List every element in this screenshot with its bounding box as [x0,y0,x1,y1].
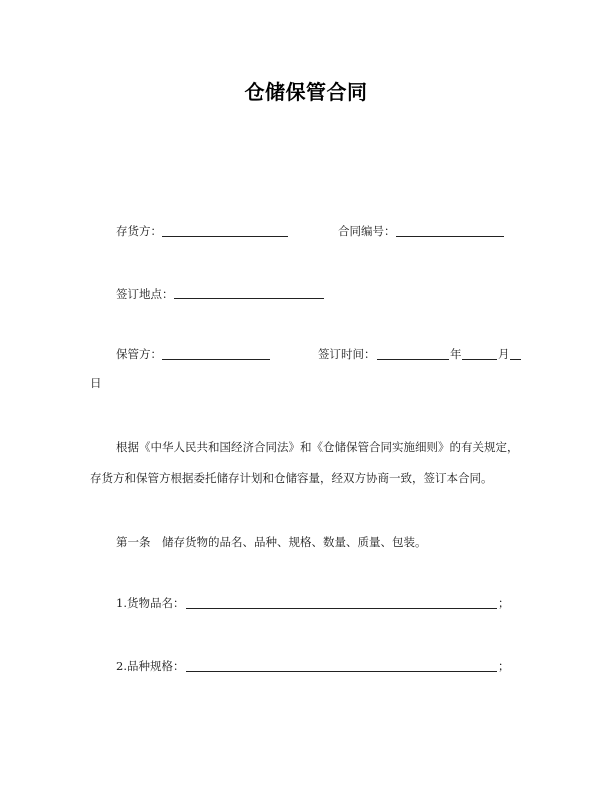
signing-month-blank[interactable] [462,359,497,360]
item-suffix: ； [498,659,510,673]
day-label: 日 [90,376,102,390]
year-label: 年 [450,347,462,361]
intro-line-1: 根据《中华人民共和国经济合同法》和《仓储保管合同实施细则》的有关规定， [116,440,519,454]
item-label: 2.品种规格： [116,659,185,673]
article-1-heading: 第一条 储存货物的品名、品种、规格、数量、质量、包装。 [116,535,427,549]
signing-year-blank[interactable] [377,359,449,360]
contract-number-blank[interactable] [396,236,504,237]
depositor-label: 存货方： [116,224,162,238]
custodian-label: 保管方： [116,347,162,361]
item-suffix: ； [498,596,510,610]
signing-day-blank[interactable] [510,359,521,360]
custodian-blank[interactable] [162,359,270,360]
goods-name-blank[interactable] [186,608,497,609]
contract-number-label: 合同编号： [338,224,396,238]
specification-blank[interactable] [186,671,497,672]
item-label: 1.货物品名： [116,596,185,610]
signing-place-label: 签订地点： [116,287,174,301]
month-label: 月 [498,347,510,361]
signing-time-label: 签订时间： [318,347,376,361]
signing-place-blank[interactable] [174,298,324,299]
intro-line-2: 存货方和保管方根据委托储存计划和仓储容量，经双方协商一致，签订本合同。 [90,471,493,485]
depositor-blank[interactable] [162,236,288,237]
document-title: 仓储保管合同 [244,80,368,104]
